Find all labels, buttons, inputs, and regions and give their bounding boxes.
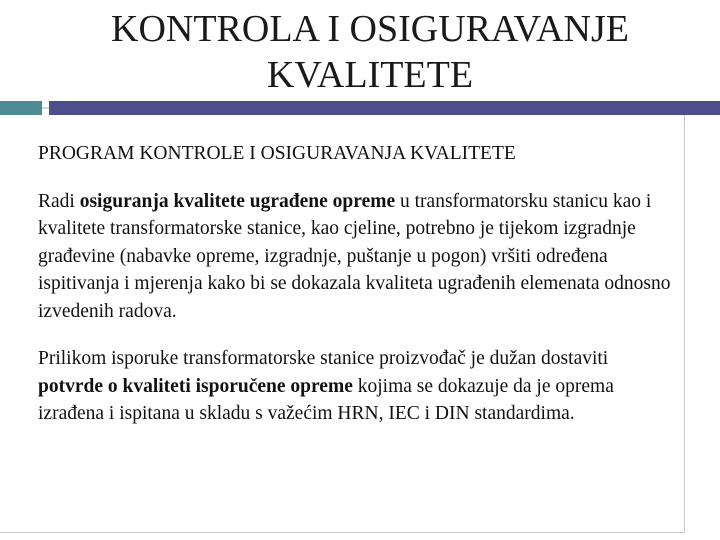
paragraph-1-text-start: Radi	[38, 190, 80, 212]
paragraph-2-text-start: Prilikom isporuke transformatorske stanice proizvođač je dužan dostaviti	[38, 348, 609, 369]
paragraph-1-text-end: u transformatorsku stanicu kao i kvalitete transformatorske stanice, kao cjeline, potrebno je tijekom izgradnje građevine (nabavke opreme, izgradnje, puštanje u pogon) vršiti određena ispitivanja i mjerenja kako bi se dokazala kvaliteta ugrađenih elemenata odnosno izvedenih radova.	[38, 190, 671, 322]
content-frame-right-border	[684, 115, 685, 532]
body-paragraph-1	[38, 188, 678, 326]
slide-title-line-1: KONTROLA I OSIGURAVANJE	[111, 8, 629, 50]
slide-body	[38, 140, 678, 428]
title-rule-accent-right	[49, 101, 720, 115]
paragraph-2-text-end: kojima se dokazuje da je oprema izrađena i ispitana u skladu s važećim HRN, IEC i DIN standardima.	[38, 375, 614, 424]
section-subheading: PROGRAM KONTROLE I OSIGURAVANJA KVALITETE	[38, 143, 516, 164]
body-paragraph-2	[38, 345, 678, 428]
slide-title-line-2: KVALITETE	[266, 54, 474, 96]
title-rule-connector	[42, 107, 49, 109]
slide-title	[40, 6, 700, 98]
paragraph-1-bold-phrase: osiguranja kvalitete ugrađene opreme	[79, 190, 396, 212]
paragraph-2-bold-phrase: potvrde o kvaliteti isporučene opreme	[38, 375, 353, 397]
title-rule-accent-left	[0, 101, 42, 115]
content-frame-bottom-border	[0, 532, 685, 533]
